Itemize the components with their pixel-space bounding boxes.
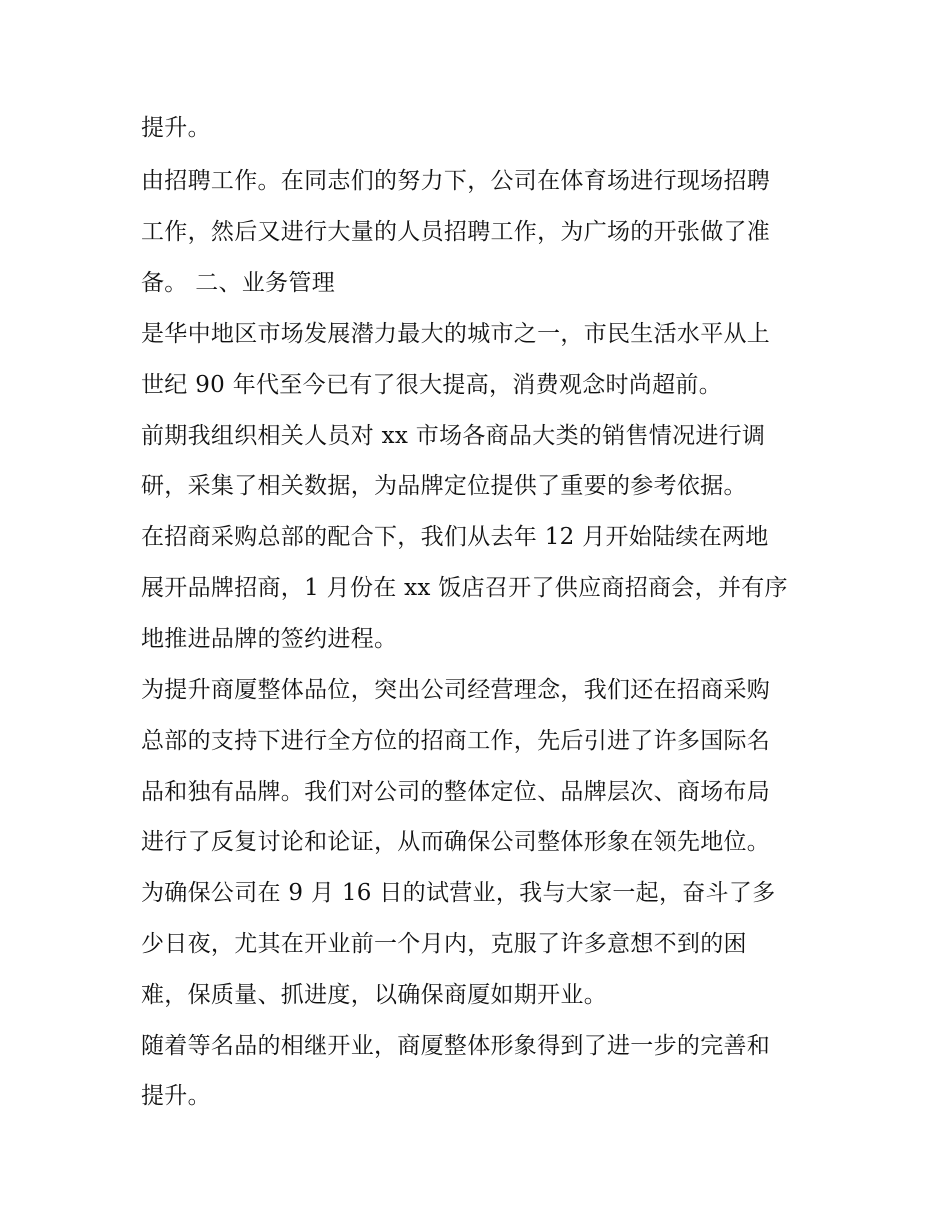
text-line: 随着等名品的相继开业，商厦整体形象得到了进一步的完善和 xyxy=(141,1033,771,1059)
text-line: 总部的支持下进行全方位的招商工作，先后引进了许多国际名 xyxy=(141,728,771,754)
text-line: 世纪 90 年代至今已有了很大提高，消费观念时尚超前。 xyxy=(141,372,722,398)
text-line: 在招商采购总部的配合下，我们从去年 12 月开始陆续在两地 xyxy=(141,524,769,550)
text-line: 提升。 xyxy=(141,1083,211,1109)
text-line: 备。 二、业务管理 xyxy=(141,270,336,296)
text-line: 少日夜，尤其在开业前一个月内，克服了许多意想不到的困 xyxy=(141,931,747,957)
text-line: 进行了反复讨论和论证，从而确保公司整体形象在领先地位。 xyxy=(141,829,771,855)
text-line: 工作，然后又进行大量的人员招聘工作，为广场的开张做了准 xyxy=(141,219,771,245)
text-line: 提升。 xyxy=(141,115,211,141)
text-line: 前期我组织相关人员对 xx 市场各商品大类的销售情况进行调 xyxy=(141,423,766,449)
text-line: 地推进品牌的签约进程。 xyxy=(141,626,398,652)
text-line: 为提升商厦整体品位，突出公司经营理念，我们还在招商采购 xyxy=(141,677,771,703)
text-line: 展开品牌招商，1 月份在 xx 饭店召开了供应商招商会，并有序 xyxy=(141,575,788,601)
text-line: 品和独有品牌。我们对公司的整体定位、品牌层次、商场布局 xyxy=(141,779,771,805)
text-line: 研，采集了相关数据，为品牌定位提供了重要的参考依据。 xyxy=(141,473,747,499)
text-line: 为确保公司在 9 月 16 日的试营业，我与大家一起，奋斗了多 xyxy=(141,880,776,906)
text-line: 由招聘工作。在同志们的努力下，公司在体育场进行现场招聘 xyxy=(141,168,771,194)
text-line: 难，保质量、抓进度，以确保商厦如期开业。 xyxy=(141,982,607,1008)
text-line: 是华中地区市场发展潜力最大的城市之一，市民生活水平从上 xyxy=(141,321,771,347)
